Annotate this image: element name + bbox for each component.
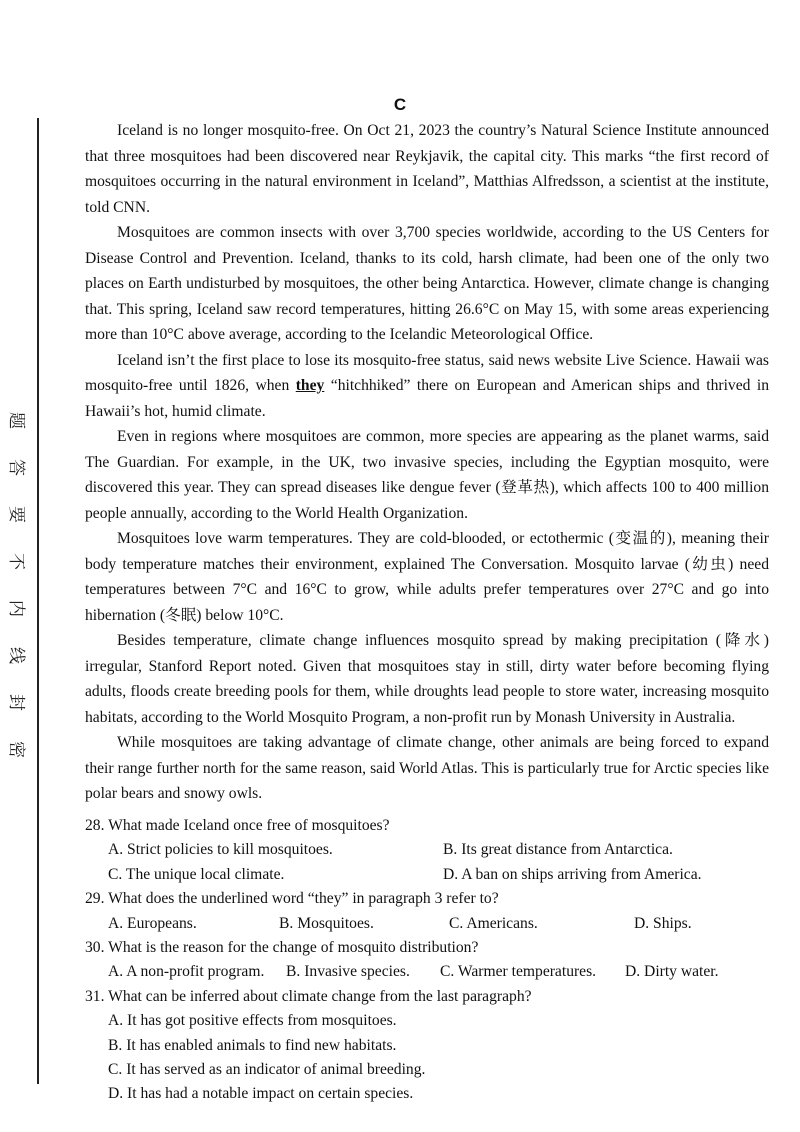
question-stem: 28. What made Iceland once free of mosquitoes?	[85, 817, 390, 834]
option-d: D. Ships.	[634, 914, 692, 932]
option-list	[85, 1009, 769, 1107]
option-b: B. Mosquitoes.	[279, 914, 374, 932]
paragraph-2: Mosquitoes are common insects with over 3,700 species worldwide, according to the US Centers for Disease Control and Prevention. Iceland, thanks to its cold, harsh climate, had been one of the only two places on Earth undisturbed by mosquitoes, the other being Antarctica. However, climate change is changing that. This spring, Iceland saw record temperatures, hitting 26.6°C on May 15, with some areas experiencing more than 10°C above average, according to the Icelandic Meteorological Office.	[85, 224, 769, 343]
option-a: A. A non-profit program.	[108, 963, 265, 981]
option-d: D. Dirty water.	[625, 963, 719, 981]
question-stem: 29. What does the underlined word “they” in paragraph 3 refer to?	[85, 890, 499, 908]
question-list	[85, 814, 769, 1107]
paragraph-5: Mosquitoes love warm temperatures. They are cold-blooded, or ectothermic (变温的), meaning their body temperature matches their environment, explained The Conversation. Mosquito larvae (幼虫) need temperatures between 7°C and 16°C to grow, while adults prefer temperatures over 27°C and go into hibernation (冬眠) below 10°C.	[85, 530, 769, 624]
option-b: B. It has enabled animals to find new habitats.	[108, 1036, 397, 1054]
paragraph-3-after: “hitchhiked” there on European and American ships and thrived in Hawaii’s hot, humid climate.	[85, 377, 769, 420]
option-a: A. Strict policies to kill mosquitoes.	[108, 841, 333, 859]
option-list	[85, 912, 769, 936]
margin-char: 要	[5, 506, 26, 523]
option-list	[85, 838, 769, 887]
paragraph-7: While mosquitoes are taking advantage of climate change, other animals are being forced to expand their range further north for the same reason, said World Atlas. This is particularly true for Arctic species like polar bears and snowy owls.	[85, 734, 769, 802]
option-c: C. Warmer temperatures.	[440, 963, 597, 981]
paragraph-3	[85, 348, 769, 425]
paragraph-6: Besides temperature, climate change influences mosquito spread by making precipitation (降水) irregular, Stanford Report noted. Given that mosquitoes stay in still, dirty water before becoming flying adults, floods create breeding pools for them, while droughts lead people to store water, increasing mosquito habitats, according to the World Mosquito Program, a non-profit run by Monash University in Australia.	[85, 632, 769, 726]
paragraph-4: Even in regions where mosquitoes are common, more species are appearing as the planet warms, said The Guardian. For example, in the UK, two invasive species, including the Egyptian mosquito, were discovered this year. They can spread diseases like dengue fever (登革热), which affects 100 to 400 million people annually, according to the World Health Organization.	[85, 428, 769, 522]
question-30	[85, 936, 769, 985]
option-a: A. It has got positive effects from mosquitoes.	[108, 1012, 397, 1030]
option-list	[85, 960, 769, 984]
margin-char: 答	[5, 459, 26, 476]
margin-char: 密	[5, 741, 26, 758]
paragraph-1: Iceland is no longer mosquito-free. On Oct 21, 2023 the country’s Natural Science Institute announced that three mosquitoes had been discovered near Reykjavik, the capital city. This marks “the first record of mosquitoes occurring in the natural environment in Iceland”, Matthias Alfredsson, a scientist at the institute, told CNN.	[85, 122, 769, 216]
question-29	[85, 887, 769, 936]
option-d: D. A ban on ships arriving from America.	[443, 865, 702, 883]
reading-passage	[85, 118, 769, 807]
margin-char: 题	[5, 412, 26, 429]
option-c: C. It has served as an indicator of animal breeding.	[108, 1061, 426, 1079]
binding-margin-notice	[4, 412, 26, 788]
margin-char: 线	[5, 647, 26, 664]
question-stem: 31. What can be inferred about climate change from the last paragraph?	[85, 987, 532, 1005]
question-31	[85, 985, 769, 1107]
binding-margin-line	[37, 118, 39, 1084]
question-stem: 30. What is the reason for the change of mosquito distribution?	[85, 939, 479, 957]
option-c: C. Americans.	[449, 914, 538, 932]
margin-char: 封	[5, 694, 26, 711]
option-d: D. It has had a notable impact on certain species.	[108, 1085, 414, 1103]
underlined-word: they	[295, 377, 325, 394]
option-b: B. Invasive species.	[286, 963, 410, 981]
option-b: B. Its great distance from Antarctica.	[443, 841, 673, 859]
section-label: C	[393, 95, 407, 114]
margin-char: 不	[5, 553, 26, 570]
option-a: A. Europeans.	[108, 914, 197, 932]
question-28	[85, 814, 769, 887]
paragraph-3-before: Iceland isn’t the first place to lose its mosquito-free status, said news website Live Science. Hawaii was mosquito-free until 1826, when	[85, 351, 769, 394]
margin-char: 内	[5, 600, 26, 617]
option-c: C. The unique local climate.	[108, 865, 285, 883]
